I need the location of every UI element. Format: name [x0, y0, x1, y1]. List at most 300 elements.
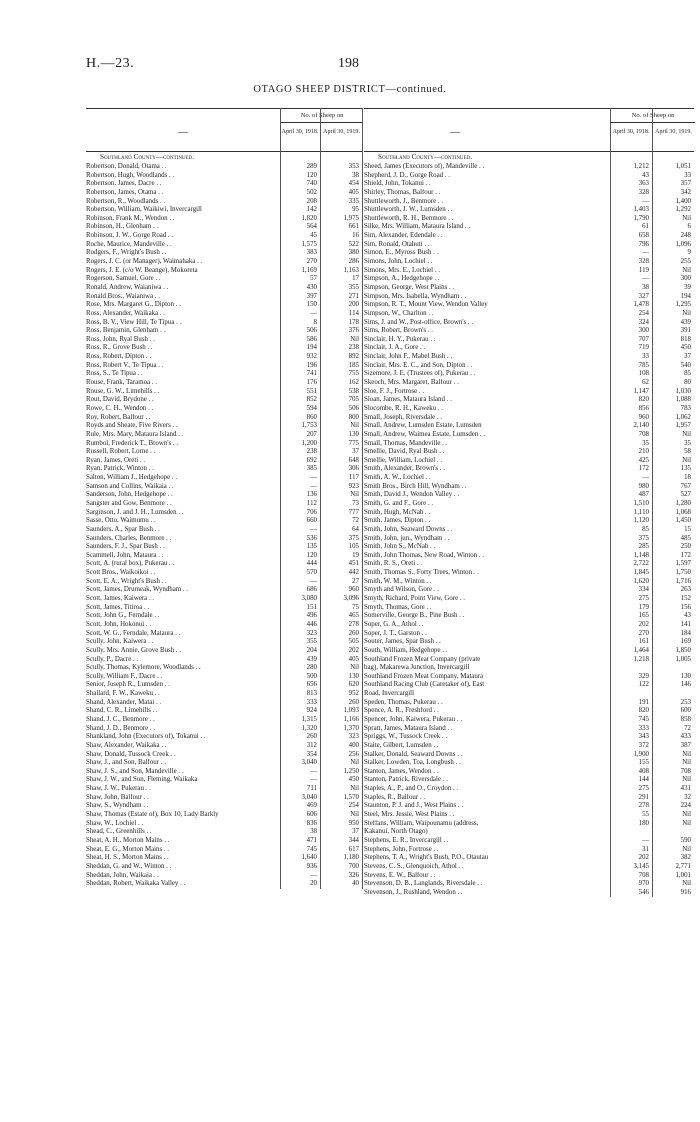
table-row	[364, 776, 694, 785]
sheep-1918: 333	[306, 698, 317, 706]
owner-name: Skeoch, Mrs. Margaret, Balfour . .	[364, 379, 459, 387]
owner-name: Southland Frozen Meat Company (private	[364, 655, 481, 663]
owner-name: Ross, Alexander, Waikaka . .	[86, 309, 166, 317]
sheep-1919: Nil	[350, 335, 359, 343]
owner-name: Sheed, James (Executors of), Mandeville . .	[364, 163, 485, 170]
sheep-1918: 275	[638, 595, 649, 603]
sheep-1919: 1,975	[343, 214, 359, 222]
sheep-1919: 376	[348, 327, 359, 335]
sheep-1919: 80	[684, 379, 691, 387]
table-row	[364, 284, 694, 293]
owner-name: Robinson, J. W., Gorge Road . .	[86, 232, 174, 240]
sheep-1918: 3,040	[301, 793, 317, 801]
owner-name: Sim, Alexander, Edendale . .	[364, 232, 443, 240]
owner-name: Ross, Robert, Dipton . .	[86, 353, 152, 361]
sheep-1919: 1,068	[675, 508, 691, 516]
sheep-1919: 335	[348, 197, 359, 205]
sheep-1919: 194	[680, 292, 691, 300]
owner-name: Smith, W. M., Winton . .	[364, 577, 432, 585]
owner-name: Sheat, E. G., Morton Mains . .	[86, 845, 170, 853]
table-row	[364, 301, 694, 310]
sheep-1919: 1,163	[343, 266, 359, 274]
owner-name: Sims, Robert, Brown's . .	[364, 327, 434, 335]
owner-name: Shaw, S., Wyndham . .	[86, 802, 149, 810]
owner-name: Ross, Robert V., Te Tipua . .	[86, 361, 164, 369]
table-row	[364, 189, 694, 198]
sheep-1919: 600	[680, 707, 691, 715]
sheep-1919: Nil	[682, 214, 691, 222]
sheep-1918: 291	[638, 793, 649, 801]
sheep-1919: 9	[687, 249, 691, 257]
sheep-1918: 55	[642, 811, 649, 819]
table-row	[364, 414, 694, 423]
sheep-1919: 1,280	[675, 499, 691, 507]
table-row	[364, 232, 694, 241]
sheep-1919: 1,597	[675, 560, 691, 568]
owner-name: Smith, David J., Wendon Valley . .	[364, 491, 460, 499]
table-row	[364, 344, 694, 353]
header-dash: —	[178, 127, 188, 138]
owner-name: Sinclair, John F., Mabel Bush . .	[364, 353, 453, 361]
table-row	[364, 465, 694, 474]
sheep-1918: 343	[638, 733, 649, 741]
sheep-1918: 38	[642, 283, 649, 291]
table-row	[364, 690, 694, 699]
sheep-1918: 960	[638, 413, 649, 421]
group-title: No. of Sheep on	[281, 109, 363, 123]
owner-name: Ross, John, Ryal Bush . .	[86, 335, 155, 343]
sheep-1918: —	[310, 871, 317, 879]
table-row	[364, 794, 694, 803]
sheep-1919: 1,088	[675, 396, 691, 404]
table-row	[364, 578, 694, 587]
sheep-1919: 950	[348, 819, 359, 827]
column-rule	[280, 108, 281, 889]
sheep-1918: 745	[306, 845, 317, 853]
owner-name: Staples, A., P., and O., Croydon . .	[364, 785, 459, 793]
owner-name: Shirley, Thomas, Balfour . .	[364, 188, 441, 196]
sheep-1918: 932	[306, 353, 317, 361]
owner-name: Sangster and Gow, Benmore . .	[86, 499, 172, 507]
col-1918-header: April 30, 1918.	[612, 129, 650, 135]
owner-name: Roy, Robert, Balfour . .	[86, 413, 151, 421]
sheep-1918: —	[310, 577, 317, 585]
owner-name: Souter, James, Spar Bush . .	[364, 638, 441, 646]
owner-name: Staples, R., Balfour . .	[364, 793, 426, 801]
right-rows	[364, 163, 694, 897]
sheep-1918: 439	[306, 655, 317, 663]
table-row	[364, 872, 694, 881]
sheep-1918: 122	[638, 681, 649, 689]
table-row	[364, 802, 694, 811]
owner-name: Sheddan, Robert, Waikaka Valley . .	[86, 880, 186, 888]
sheep-1918: 176	[306, 379, 317, 387]
sheep-1919: 1,166	[343, 716, 359, 723]
owner-name: Smyth, Thomas, Gore . .	[364, 603, 432, 611]
sheep-1918: 207	[306, 430, 317, 438]
sheep-1919: 357	[680, 180, 691, 188]
page-number: 198	[338, 56, 359, 71]
sheep-1918: —	[642, 197, 649, 205]
sheep-1918: 385	[306, 465, 317, 473]
sheep-1919: 37	[684, 353, 691, 361]
sheep-1919: 708	[680, 767, 691, 775]
sheep-1918: 270	[638, 629, 649, 637]
table-row	[364, 483, 694, 492]
owner-name: Small, Thomas, Mandeville . .	[364, 439, 448, 447]
sheep-1918: 1,790	[633, 214, 649, 222]
sheep-1918: 1,845	[633, 569, 649, 577]
sheep-1919: 355	[348, 283, 359, 291]
owner-name: Staunton, P. J. and J., West Plains . .	[364, 802, 464, 810]
sheep-1919: 916	[680, 888, 691, 896]
sheep-1918: 238	[306, 448, 317, 456]
sheep-1918: 155	[638, 759, 649, 767]
sheep-1919: 2,771	[675, 862, 691, 870]
sheep-1918: —	[310, 474, 317, 482]
sheep-1919: 250	[680, 543, 691, 551]
owner-name: Stevenson, D. B., Langlands, Riversdale . .	[364, 880, 483, 888]
sheep-1919: 431	[680, 785, 691, 793]
sheep-1919: 238	[348, 344, 359, 352]
sheep-1919: 1,750	[675, 569, 691, 577]
sheep-1918: 278	[638, 802, 649, 810]
table-row	[364, 664, 694, 673]
owner-name: Robertson, William, Waikiwi, Invercargill	[86, 206, 202, 214]
sheep-1918: 328	[638, 258, 649, 266]
owner-name: Ronald Bros., Waianiwa . .	[86, 292, 160, 300]
sheep-1919: 114	[348, 309, 359, 317]
sheep-1918: 496	[306, 612, 317, 620]
table-row	[364, 707, 694, 716]
owner-name: Scully, John, Kaiwera . .	[86, 638, 154, 646]
owner-name: Smith, Thomas S., Forty Trees, Winton . .	[364, 569, 479, 577]
sheep-1918: 546	[638, 888, 649, 896]
sheep-1919: 37	[352, 828, 359, 836]
table-row	[364, 223, 694, 232]
sheep-1918: 323	[306, 629, 317, 637]
sheep-1919: 17	[352, 275, 359, 283]
sheep-1918: 112	[306, 499, 317, 507]
table-row	[364, 889, 694, 898]
col-1918-header: April 30, 1918.	[281, 129, 319, 135]
sheep-1918: 85	[642, 525, 649, 533]
sheep-1919: 306	[348, 465, 359, 473]
sheep-1918: 836	[306, 819, 317, 827]
owner-name: Ross, S., Te Tipua . .	[86, 370, 143, 378]
sheep-1919: 858	[680, 716, 691, 723]
table-row	[364, 275, 694, 284]
column-rule	[320, 108, 321, 889]
owner-name: Spratt, James, Mataura Island . .	[364, 724, 453, 732]
owner-name: Senior, Joseph R., Lumsden . .	[86, 681, 170, 689]
owner-name: Smith, G. and F., Gore . .	[364, 499, 434, 507]
table-row	[364, 388, 694, 397]
sheep-1918: 204	[306, 646, 317, 654]
sheep-1918: —	[310, 309, 317, 317]
sheep-1918: 444	[306, 560, 317, 568]
sheep-1919: 85	[684, 370, 691, 378]
sheep-1918: 142	[306, 206, 317, 214]
owner-name: Simpson, R. T., Mount View, Wendon Valley	[364, 301, 488, 309]
sheep-1918: 300	[638, 327, 649, 335]
sheep-1918: 260	[306, 733, 317, 741]
sheep-1918: 120	[306, 171, 317, 179]
sheep-1919: 286	[348, 258, 359, 266]
sheep-1918: 446	[306, 620, 317, 628]
owner-name: Rule, Mrs. Mary, Mataura Island . .	[86, 430, 184, 438]
sheep-1918: 707	[638, 335, 649, 343]
sheep-1918: 33	[642, 353, 649, 361]
owner-name: Spence, A. R., Freshford . .	[364, 707, 439, 715]
table-row	[364, 379, 694, 388]
owner-name: Silke, Mrs. William, Mataura Island . .	[364, 223, 471, 231]
col-1919-header: April 30, 1919.	[652, 123, 694, 151]
table-row	[364, 526, 694, 535]
table-row	[364, 517, 694, 526]
owner-name: Shaw, J. W., and Son, Fleming, Waikaka	[86, 776, 198, 784]
sheep-1918: 686	[306, 586, 317, 594]
owner-name: Simons, Mrs. E., Lochiel . .	[364, 266, 440, 274]
owner-name: Scott, A. (rural box), Pukerau . .	[86, 560, 175, 568]
sheep-1919: 254	[348, 802, 359, 810]
sheep-1918: 502	[306, 188, 317, 196]
sheep-1919: 58	[684, 448, 691, 456]
owner-name: Stephens, T. A., Wright's Bush, P.O., Otautau	[364, 854, 489, 862]
sheep-1919: 522	[348, 240, 359, 248]
owner-name: Smith, John Thomas, New Road, Winton . .	[364, 551, 485, 559]
page-title: OTAGO SHEEP DISTRICT—continued.	[253, 84, 447, 95]
owner-name: Stevens, C. S., Glenquoich, Athol . .	[364, 862, 464, 870]
sheep-1918: 136	[306, 491, 317, 499]
owner-name: Shaw, Thomas (Estate of), Box 10, Lady Barkly	[86, 811, 219, 819]
sheep-1918: —	[310, 776, 317, 784]
sheep-1919: 72	[684, 724, 691, 732]
owner-name: Scott, James, Titiroa . .	[86, 603, 150, 611]
owner-name: Smith, R. S., Oreti . .	[364, 560, 423, 568]
sheep-1918: 135	[306, 543, 317, 551]
owner-name: Shand, Alexander, Matai . .	[86, 698, 162, 706]
table-row	[364, 604, 694, 613]
sheep-1919: 202	[348, 646, 359, 654]
table-row	[364, 854, 694, 863]
sheep-1919: 300	[680, 275, 691, 283]
owner-name: Soper, G. A., Athol . .	[364, 620, 424, 628]
sheep-1919: 1,450	[675, 517, 691, 525]
sheep-1919: 952	[348, 690, 359, 698]
table-row	[364, 353, 694, 362]
sheep-1918: 1,575	[301, 240, 317, 248]
sheep-1919: 450	[348, 776, 359, 784]
table-row	[364, 569, 694, 578]
table-row	[364, 552, 694, 561]
table-row	[364, 310, 694, 319]
sheep-1919: 405	[348, 655, 359, 663]
sheep-1919: 505	[348, 638, 359, 646]
sheep-1919: 342	[680, 188, 691, 196]
owner-name: Saunders, Charles, Benmore . .	[86, 534, 172, 542]
owner-name: Robertson, Donald, Otama . .	[86, 163, 167, 170]
page-reference: H.—23.	[86, 56, 135, 71]
sheep-1918: 61	[642, 223, 649, 231]
sheep-1918: 334	[638, 586, 649, 594]
sheep-1918: 741	[306, 370, 317, 378]
table-row	[364, 457, 694, 466]
sheep-1919: 152	[680, 595, 691, 603]
sheep-1918: 1,169	[301, 266, 317, 274]
table-row	[364, 396, 694, 405]
sheep-1919: 224	[680, 802, 691, 810]
sheep-1918: 179	[638, 603, 649, 611]
sheep-1919: 540	[680, 361, 691, 369]
table-row	[364, 491, 694, 500]
table-row	[364, 656, 694, 665]
owner-name: Smith, John, Seaward Downs . .	[364, 525, 453, 533]
sheep-1919: 32	[684, 793, 691, 801]
owner-name: Scott, James, Kaiwera . .	[86, 595, 155, 603]
table-row	[364, 249, 694, 258]
sheep-1919: 767	[680, 482, 691, 490]
sheep-1918: 208	[306, 197, 317, 205]
sheep-1918: 375	[638, 534, 649, 542]
sheep-1918: 487	[638, 491, 649, 499]
owner-name: Smith, John S., McNab . .	[364, 543, 436, 551]
owner-name: Spriggs, W., Tussock Creek . .	[364, 733, 448, 741]
table-row	[364, 586, 694, 595]
owner-name: Sinclair, H. Y., Pukerau . .	[364, 335, 436, 343]
sheep-1919: 777	[348, 508, 359, 516]
sheep-1918: 506	[306, 327, 317, 335]
sheep-1919: 527	[680, 491, 691, 499]
sheep-1918: 383	[306, 249, 317, 257]
sheep-1918: 151	[306, 603, 317, 611]
sheep-1918: 120	[306, 551, 317, 559]
owner-name: Samson and Collins, Waikaia . .	[86, 482, 174, 490]
owner-name: Ross, B. V., View Hill, Te Tipua . .	[86, 318, 182, 326]
table-row	[364, 560, 694, 569]
sheep-1919: 271	[348, 292, 359, 300]
section-heading: Southland County—continued.	[378, 153, 473, 161]
sheep-1918: 144	[638, 776, 649, 784]
sheep-1919: 617	[348, 845, 359, 853]
sheep-1918: 860	[306, 413, 317, 421]
sheep-1919: 506	[348, 404, 359, 412]
owner-name: Robertson, James, Dacre . .	[86, 180, 162, 188]
table-row	[364, 612, 694, 621]
sheep-1919: 260	[348, 698, 359, 706]
owner-name: Ryan, James, Oreti . .	[86, 456, 146, 464]
owner-name: Ross, Benjamin, Glenham . .	[86, 327, 166, 335]
sheep-1918: 324	[638, 318, 649, 326]
owner-name: Small, Joseph, Riversdale . .	[364, 413, 443, 421]
sheep-1919: 1,250	[343, 767, 359, 775]
sheep-1918: —	[642, 275, 649, 283]
sheep-1919: Nil	[682, 880, 691, 888]
owner-name: Sloe, F. J., Fortrose . .	[364, 387, 425, 395]
owner-name: Shaw, J. S., and Son, Mandeville . .	[86, 767, 184, 775]
sheep-1918: 327	[638, 292, 649, 300]
owner-name: Smith, James, Dipton . .	[364, 517, 431, 525]
sheep-1919: 454	[348, 180, 359, 188]
sheep-1919: 1,370	[343, 724, 359, 732]
sheep-1918: 1,320	[301, 724, 317, 732]
sheep-1919: 1,093	[343, 707, 359, 715]
table-row	[364, 206, 694, 215]
table-row	[364, 699, 694, 708]
owner-name: Steel, Mrs. Jessie, West Plains . .	[364, 811, 455, 819]
column-rule	[362, 108, 363, 889]
table-row	[364, 327, 694, 336]
owner-name: Smith Bros., Birch Hill, Wyndham . .	[364, 482, 467, 490]
sheep-1918: 161	[638, 638, 649, 646]
sheep-1919: 162	[348, 379, 359, 387]
sheep-1918: —	[310, 482, 317, 490]
owner-name: Smith, Alexander, Brown's . .	[364, 465, 445, 473]
sheep-1918: 924	[306, 707, 317, 715]
table-row	[364, 336, 694, 345]
sheep-1919: 538	[348, 387, 359, 395]
sheep-1918: 289	[306, 163, 317, 170]
sheep-1918: 408	[638, 767, 649, 775]
table-row	[364, 673, 694, 682]
sheep-1918: 796	[638, 240, 649, 248]
owner-name: Shand, C. R., Limehills . .	[86, 707, 158, 715]
sheep-1919: 960	[348, 586, 359, 594]
table-row	[364, 500, 694, 509]
owner-name: Small, Andrew, Lumsden Estate, Lumsden	[364, 422, 482, 430]
owner-name: Stevenson, J., Rushland, Wendon . .	[364, 888, 463, 896]
sheep-1918: 1,510	[633, 499, 649, 507]
sheep-1918: 1,212	[633, 163, 649, 170]
owner-name: Stevens, E. W., Balfour . .	[364, 871, 436, 879]
owner-name: Ross, R., Grove Bush . .	[86, 344, 153, 352]
sheep-1919: 1,005	[675, 655, 691, 663]
sheep-1918: 1,620	[633, 577, 649, 585]
owner-name: Rumbol, Frederick T., Brown's . .	[86, 439, 179, 447]
sheep-1919: 783	[680, 404, 691, 412]
owner-name: Kakanui, North Otago)	[364, 828, 428, 836]
sheep-1919: 117	[348, 474, 359, 482]
sheep-1918: 1,820	[301, 214, 317, 222]
sheep-1919: 38	[352, 171, 359, 179]
sheep-1918: 3,145	[633, 862, 649, 870]
owner-name: Stanton, James, Wendon . .	[364, 767, 439, 775]
owner-name: Stephens, John, Fortrose . .	[364, 845, 439, 853]
sheep-1919: 450	[680, 344, 691, 352]
owner-name: Shaw, Alexander, Waikaka . .	[86, 741, 167, 749]
sheep-1918: 194	[306, 344, 317, 352]
sheep-1918: 57	[310, 275, 317, 283]
owner-name: Scully, Thomas, Kylemore, Woodlands . .	[86, 664, 201, 672]
owner-name: Shepherd, J. D., Gorge Road . .	[364, 171, 450, 179]
owner-name: Smyth, Richard, Point View, Gore . .	[364, 595, 466, 603]
sheep-1919: 1,957	[675, 422, 691, 430]
sheep-1919: 1,295	[675, 301, 691, 309]
sheep-1918: 196	[306, 361, 317, 369]
sheep-1918: 20	[310, 880, 317, 888]
owner-name: Soper, J. T., Garston . .	[364, 629, 427, 637]
table-row	[364, 751, 694, 760]
sheep-1918: 1,218	[633, 655, 649, 663]
sheep-1918: 785	[638, 361, 649, 369]
sheep-1918: 354	[306, 750, 317, 758]
sheep-1918: 656	[306, 681, 317, 689]
owner-name: Smellie, William, Lochiel . .	[364, 456, 443, 464]
owner-name: Sim, Ronald, Otahuti . .	[364, 240, 430, 248]
owner-name: Robinson, H., Glenham . .	[86, 223, 159, 231]
owner-name: Stephens, E. R., Invercargill . .	[364, 836, 449, 844]
sheep-1919: 705	[348, 396, 359, 404]
